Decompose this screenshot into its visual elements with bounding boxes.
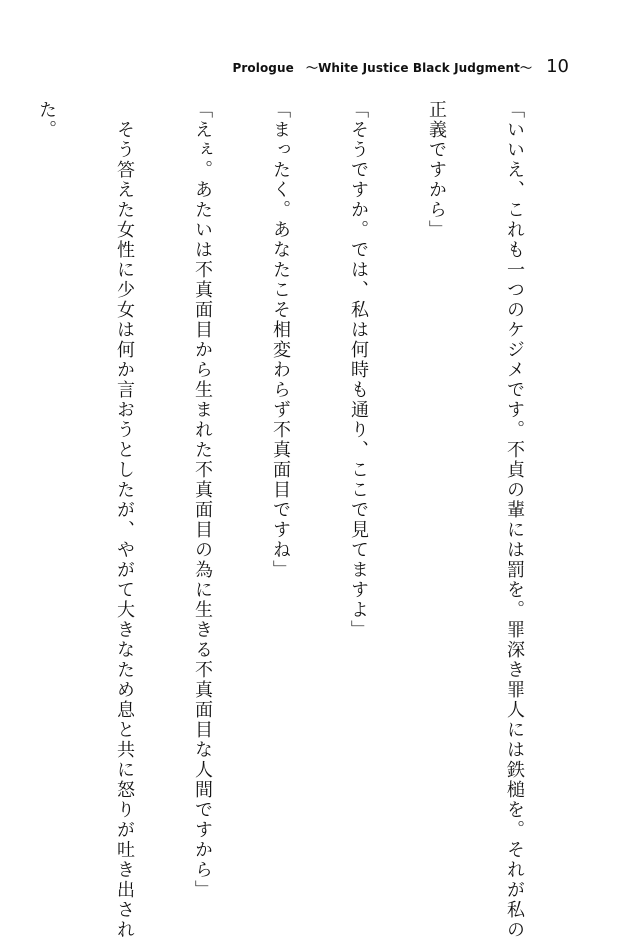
running-header <box>232 56 569 77</box>
page-number: 10 <box>546 56 569 77</box>
text-line: 「えぇ。あたいは不真面目から生まれた不真面目の為に生きる不真面目な人間ですから」 <box>192 100 213 900</box>
vertical-body-text <box>0 100 579 940</box>
text-line: そう答えた女性に少女は何か言おうとしたが、やがて大きなため息と共に怒りが吐き出され <box>114 100 135 940</box>
text-line: た。 <box>36 100 57 140</box>
text-line: 「いいえ、これも一つのケジメです。不貞の輩には罰を。罪深き罪人には鉄槌を。それが私の <box>504 100 525 940</box>
chapter-title: Prologue ～White Justice Black Judgment～ <box>232 61 533 75</box>
text-line: 「そうですか。では、私は何時も通り、ここで見てますよ」 <box>348 100 369 640</box>
text-line: 「まったく。あなたこそ相変わらず不真面目ですね」 <box>270 100 291 580</box>
text-line: 正義ですから」 <box>426 100 447 240</box>
